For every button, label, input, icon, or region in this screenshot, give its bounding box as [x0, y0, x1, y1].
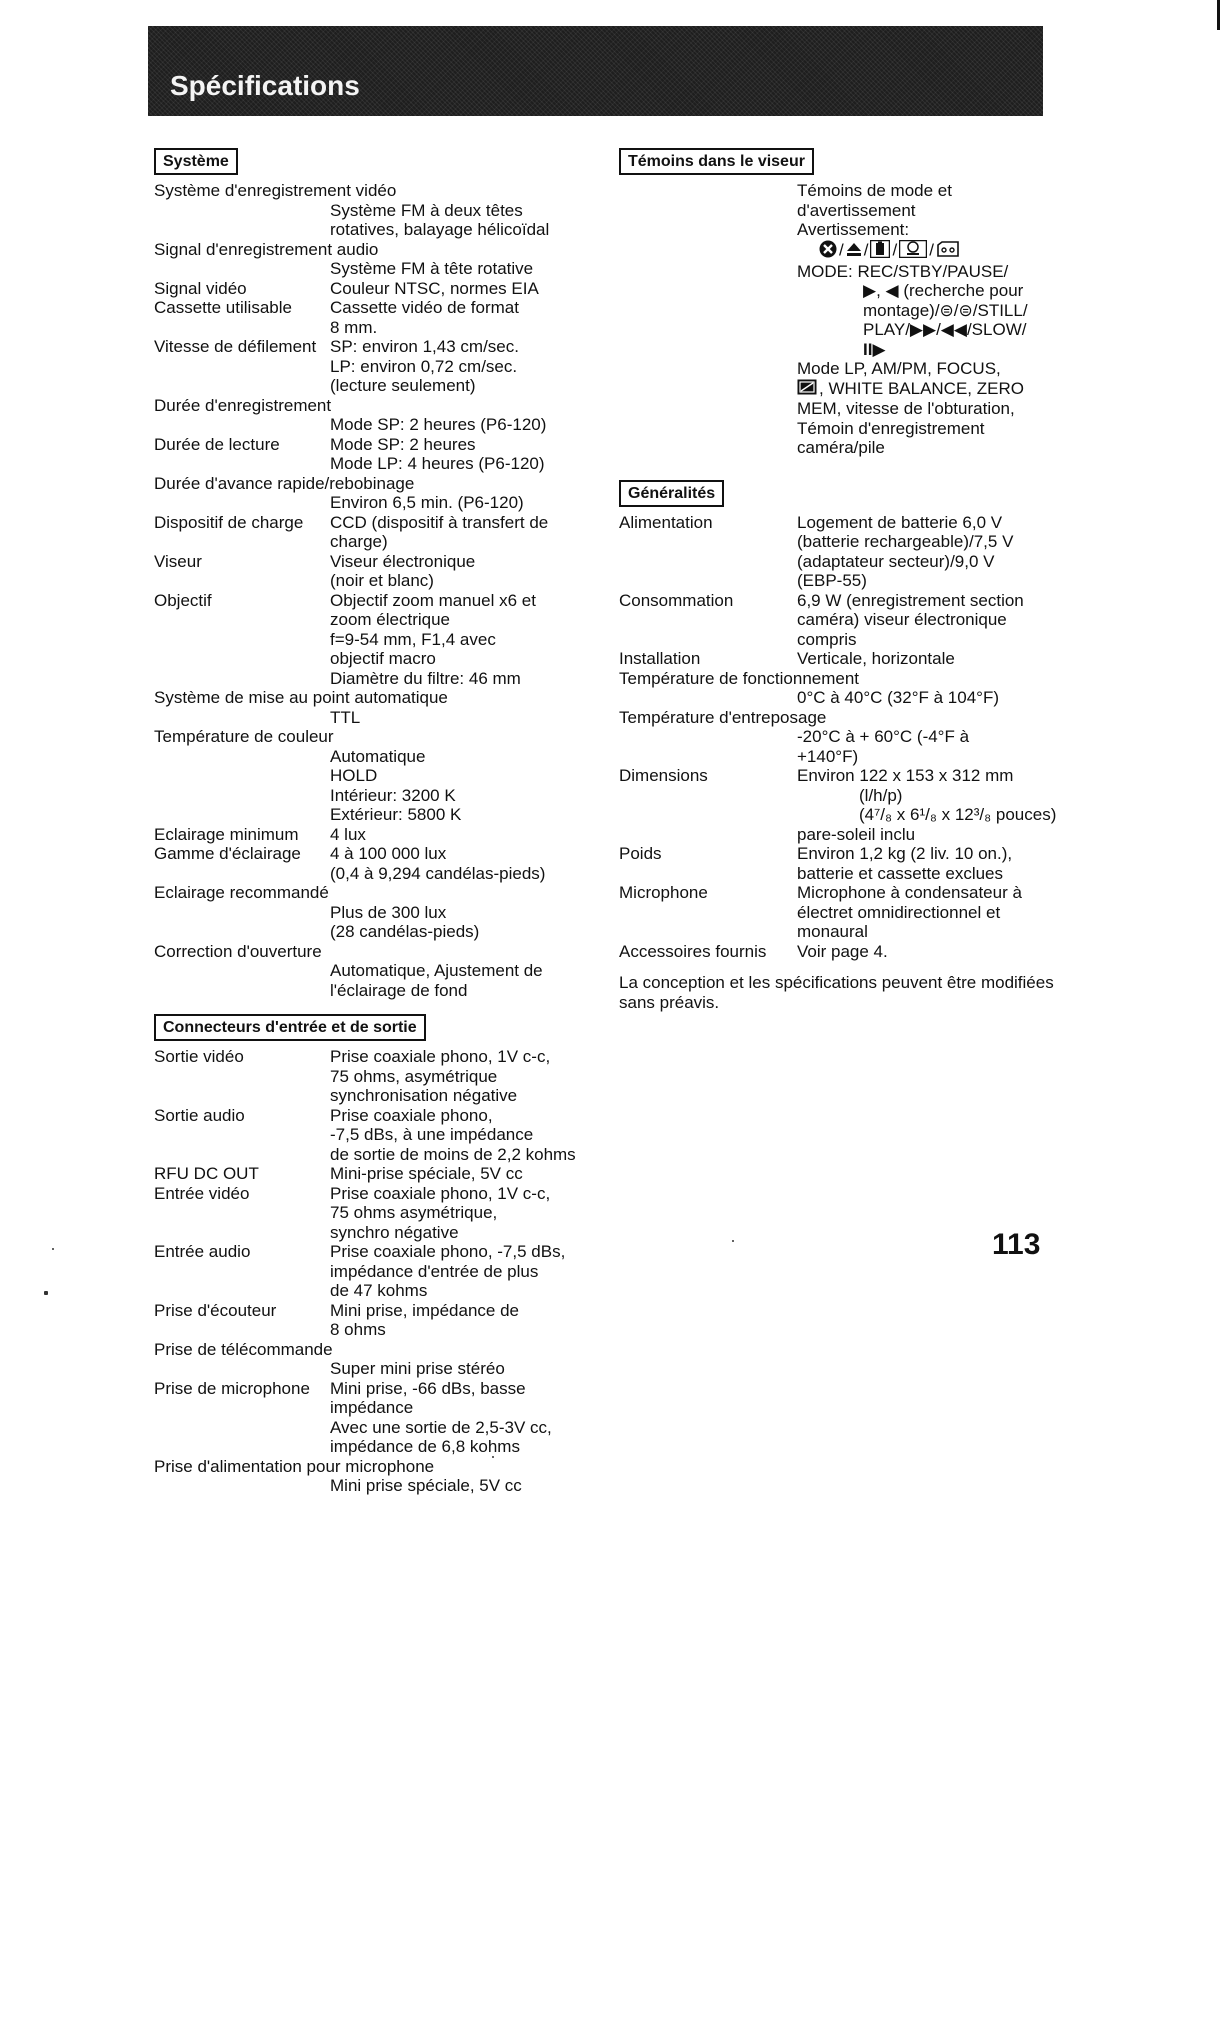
spec-value	[154, 259, 614, 279]
spec-value	[330, 591, 614, 689]
warning-circle-icon	[819, 240, 837, 263]
spec-row	[154, 825, 614, 845]
spec-row	[154, 844, 614, 883]
spec-value	[330, 1184, 614, 1243]
spec-value-line: rotatives, balayage hélicoïdal	[330, 220, 550, 239]
spec-label: Eclairage minimum	[154, 824, 299, 844]
spec-value-line: (28 candélas-pieds)	[330, 922, 480, 941]
spec-value	[154, 1359, 614, 1379]
spec-row	[154, 298, 614, 337]
spec-value	[619, 727, 1079, 766]
spec-value-line: Environ 1,2 kg (2 liv. 10 on.),	[797, 844, 1013, 864]
spec-value	[330, 435, 614, 474]
temoins-intro-2: d'avertissement	[797, 200, 916, 220]
spec-value-line: Automatique	[330, 746, 426, 766]
spec-value	[619, 688, 1079, 708]
spec-value	[330, 1242, 614, 1301]
scan-speck	[732, 1240, 734, 1242]
spec-value	[330, 1106, 614, 1165]
spec-value	[154, 747, 614, 825]
spec-value-line: Voir page 4.	[797, 941, 888, 961]
spec-value-line: 75 ohms, asymétrique	[330, 1066, 498, 1086]
spec-value-line: Mode LP: 4 heures (P6-120)	[330, 454, 545, 473]
tail-line-5: caméra/pile	[797, 438, 885, 458]
spec-value-line: synchro négative	[330, 1222, 459, 1242]
dimensions-line-3: (4⁷/₈ x 6¹/₈ x 12³/₈ pouces)	[859, 805, 1057, 825]
spec-value-line: Logement de batterie 6,0 V	[797, 512, 1003, 532]
spec-label: Consommation	[619, 590, 734, 610]
spec-value-line: Automatique, Ajustement de	[330, 961, 543, 980]
spec-value-line: de 47 kohms	[330, 1281, 428, 1300]
spec-label: Correction d'ouverture	[154, 941, 322, 961]
spec-label: Température de fonctionnement	[619, 668, 860, 688]
spec-value-line: impédance de 6,8 kohms	[330, 1437, 520, 1456]
spec-value	[330, 1301, 614, 1340]
battery-icon	[870, 240, 890, 263]
scan-speck	[492, 1456, 494, 1458]
spec-label: Durée de lecture	[154, 434, 280, 454]
page-edge-mark	[1217, 0, 1220, 30]
spec-value-line: caméra) viseur électronique	[797, 610, 1007, 630]
spec-value-line: SP: environ 1,43 cm/sec.	[330, 337, 519, 356]
spec-value-line: Plus de 300 lux	[330, 902, 447, 922]
spec-value-line: Avec une sortie de 2,5-3V cc,	[330, 1417, 552, 1437]
spec-value-line: -20°C à + 60°C (-4°F à	[797, 727, 970, 747]
tail-line-1: Mode LP, AM/PM, FOCUS,	[797, 359, 1001, 378]
spec-label: Sortie audio	[154, 1105, 245, 1125]
spec-value-line: Objectif zoom manuel x6 et	[330, 590, 536, 610]
spec-value-line: Microphone à condensateur à	[797, 883, 1022, 903]
spec-value-line: électret omnidirectionnel et	[797, 902, 1001, 922]
connecteurs-list	[154, 1047, 614, 1496]
spec-value-line: Prise coaxiale phono, 1V c-c,	[330, 1183, 551, 1203]
spec-row	[154, 1106, 614, 1165]
spec-value	[797, 766, 1079, 844]
spec-row	[154, 1164, 614, 1184]
spec-value-line: (adaptateur secteur)/9,0 V	[797, 551, 995, 571]
spec-value-line: (batterie rechargeable)/7,5 V	[797, 532, 1014, 552]
generalites-list-2	[619, 844, 1079, 961]
dimensions-line-4: pare-soleil inclu	[797, 824, 916, 844]
spec-value-line: Mode SP: 2 heures (P6-120)	[330, 415, 547, 434]
spec-row	[619, 649, 1079, 669]
spec-label: Prise de microphone	[154, 1378, 310, 1398]
dimensions-line-2: (l/h/p)	[859, 785, 903, 805]
right-column	[619, 148, 1079, 1012]
warning-icons-row: / / / /	[797, 240, 1079, 262]
spec-value-line: +140°F)	[797, 746, 859, 766]
spec-value-line: -7,5 dBs, à une impédance	[330, 1125, 534, 1144]
tail-line-3: MEM, vitesse de l'obturation,	[797, 399, 1015, 419]
spec-row	[619, 591, 1079, 650]
spec-label: Durée d'avance rapide/rebobinage	[154, 473, 415, 493]
spec-value	[330, 844, 614, 883]
spec-value-line: Cassette vidéo de format	[330, 298, 519, 317]
spec-label: Vitesse de défilement	[154, 337, 317, 356]
spec-value-line: impédance	[330, 1398, 414, 1417]
spec-value-line: TTL	[330, 707, 361, 727]
spec-value-line: 4 lux	[330, 824, 366, 844]
spec-value	[330, 279, 614, 299]
mode-line-5: II▶	[863, 339, 886, 359]
spec-value	[330, 298, 614, 337]
avertissement-label: Avertissement:	[797, 220, 910, 239]
spec-value	[154, 415, 614, 435]
spec-value-line: de sortie de moins de 2,2 kohms	[330, 1144, 576, 1164]
spec-label: Système de mise au point automatique	[154, 688, 448, 707]
spec-value	[797, 844, 1079, 883]
spec-value-line: 6,9 W (enregistrement section	[797, 590, 1024, 610]
spec-value	[330, 337, 614, 396]
spec-value-line: (lecture seulement)	[330, 376, 476, 395]
spec-value	[154, 903, 614, 942]
spec-value-line: Viseur électronique	[330, 551, 476, 571]
tail-line-2: , WHITE BALANCE, ZERO	[819, 378, 1024, 398]
spec-label: Signal vidéo	[154, 278, 247, 298]
tail-line-4: Témoin d'enregistrement	[797, 418, 985, 438]
spec-value	[797, 513, 1079, 591]
dimensions-line-1: Environ 122 x 153 x 312 mm	[797, 766, 1014, 786]
spec-label: Installation	[619, 649, 701, 669]
spec-value-line: Super mini prise stéréo	[330, 1359, 505, 1378]
spec-row	[154, 1301, 614, 1340]
section-heading-connecteurs: Connecteurs d'entrée et de sortie	[154, 1014, 426, 1041]
spec-value-line: Couleur NTSC, normes EIA	[330, 278, 539, 298]
spec-value	[330, 1379, 614, 1457]
spec-value	[330, 1164, 614, 1184]
spec-value-line: Intérieur: 3200 K	[330, 785, 456, 805]
spec-label: Température d'entreposage	[619, 707, 827, 727]
spec-value-line: 8 mm.	[330, 317, 378, 337]
spec-label: Prise d'écouteur	[154, 1300, 277, 1320]
spec-value-line: 8 ohms	[330, 1320, 386, 1339]
mode-line-4: PLAY/▶▶/◀◀/SLOW/	[863, 320, 1027, 339]
eject-icon	[846, 241, 862, 262]
spec-value-line: f=9-54 mm, F1,4 avec	[330, 629, 496, 649]
spec-value-line: l'éclairage de fond	[330, 980, 468, 1000]
spec-row	[154, 279, 614, 299]
spec-value-line: Diamètre du filtre: 46 mm	[330, 668, 521, 688]
spec-row	[154, 552, 614, 591]
generalites-list	[619, 513, 1079, 767]
spec-row	[154, 591, 614, 689]
spec-value-line: 75 ohms asymétrique,	[330, 1203, 498, 1222]
temoins-block	[619, 181, 1079, 458]
spec-label: Microphone	[619, 883, 708, 903]
title-banner	[148, 26, 1043, 116]
spec-value-line: impédance d'entrée de plus	[330, 1261, 539, 1281]
spec-value-line: Prise coaxiale phono,	[330, 1105, 493, 1125]
spec-value	[330, 825, 614, 845]
spec-value	[154, 1476, 614, 1496]
spec-value-line: Environ 6,5 min. (P6-120)	[330, 493, 524, 512]
section-heading-systeme: Système	[154, 148, 238, 175]
spec-value-line: 4 à 100 000 lux	[330, 844, 447, 863]
mode-line-2: ▶, ◀ (recherche pour	[863, 281, 1024, 300]
spec-value	[797, 591, 1079, 650]
spec-value	[330, 513, 614, 552]
spec-label: Gamme d'éclairage	[154, 844, 301, 863]
spec-value-line: Prise coaxiale phono, -7,5 dBs,	[330, 1242, 566, 1261]
spec-value-line: CCD (dispositif à transfert de	[330, 512, 549, 532]
spec-value-line: compris	[797, 629, 857, 649]
spec-value-line: Mini-prise spéciale, 5V cc	[330, 1164, 523, 1183]
spec-value	[154, 201, 614, 240]
spec-value	[330, 1047, 614, 1106]
spec-row	[154, 1047, 614, 1106]
spec-value-line: LP: environ 0,72 cm/sec.	[330, 356, 518, 376]
section-heading-generalites: Généralités	[619, 480, 724, 507]
section-heading-temoins: Témoins dans le viseur	[619, 148, 814, 175]
spec-row	[154, 1184, 614, 1243]
spec-label: Entrée audio	[154, 1242, 251, 1261]
spec-label: Prise d'alimentation pour microphone	[154, 1456, 435, 1476]
spec-value-line: (EBP-55)	[797, 571, 867, 591]
spec-value-line: Prise coaxiale phono, 1V c-c,	[330, 1047, 551, 1066]
spec-label: RFU DC OUT	[154, 1164, 259, 1183]
spec-label: Système d'enregistrement vidéo	[154, 181, 397, 200]
lamp-icon	[899, 240, 927, 263]
spec-value-line: HOLD	[330, 766, 378, 785]
spec-value	[797, 942, 1079, 962]
spec-row	[619, 513, 1079, 591]
spec-value-line: Mode SP: 2 heures	[330, 434, 476, 454]
spec-value-line: Extérieur: 5800 K	[330, 805, 462, 824]
spec-row	[619, 883, 1079, 942]
spec-value-line: Mini prise spéciale, 5V cc	[330, 1476, 522, 1495]
spec-row	[154, 513, 614, 552]
spec-row	[154, 1379, 614, 1457]
spec-row	[154, 435, 614, 474]
spec-value-line: Mini prise, -66 dBs, basse	[330, 1378, 526, 1398]
spec-value-line: Système FM à tête rotative	[330, 259, 534, 278]
mode-line-3: montage)/⊜/⊜/STILL/	[863, 300, 1028, 320]
cassette-icon	[936, 241, 960, 262]
spec-row	[154, 1242, 614, 1301]
spec-label: Poids	[619, 844, 662, 864]
left-column	[154, 148, 614, 1496]
page-number: 113	[992, 1228, 1041, 1261]
spec-label: Durée d'enregistrement	[154, 395, 332, 415]
spec-label: Dispositif de charge	[154, 512, 304, 532]
fader-icon	[797, 379, 817, 400]
scan-speck	[44, 1291, 48, 1295]
spec-label: Signal d'enregistrement audio	[154, 239, 379, 259]
spec-row-dimensions	[619, 766, 1079, 844]
spec-value-line: (0,4 à 9,294 candélas-pieds)	[330, 863, 546, 883]
spec-label: Température de couleur	[154, 727, 334, 746]
scan-speck	[52, 1248, 54, 1250]
spec-value-line: zoom électrique	[330, 610, 451, 629]
systeme-list	[154, 181, 614, 1000]
spec-value-line: monaural	[797, 922, 868, 942]
spec-label: Prise de télécommande	[154, 1339, 333, 1359]
spec-value-line: synchronisation négative	[330, 1086, 518, 1105]
spec-label: Alimentation	[619, 512, 713, 532]
spec-label: Sortie vidéo	[154, 1047, 244, 1066]
spec-value-line: Mini prise, impédance de	[330, 1300, 519, 1320]
spec-row	[619, 942, 1079, 962]
spec-value	[154, 493, 614, 513]
temoins-intro-1: Témoins de mode et	[797, 181, 952, 200]
spec-row	[154, 337, 614, 396]
spec-value-line: Système FM à deux têtes	[330, 200, 523, 220]
spec-value-line: Verticale, horizontale	[797, 649, 955, 669]
spec-value	[797, 883, 1079, 942]
spec-value	[154, 961, 614, 1000]
tail-line-2-row	[797, 379, 1079, 400]
spec-value-line: charge)	[330, 532, 388, 551]
spec-value-line: batterie et cassette exclues	[797, 863, 1004, 883]
spec-label: Entrée vidéo	[154, 1183, 250, 1203]
spec-value	[330, 552, 614, 591]
page-title: Spécifications	[170, 70, 360, 101]
spec-label: Accessoires fournis	[619, 941, 767, 961]
spec-value	[154, 708, 614, 728]
spec-row	[619, 844, 1079, 883]
spec-label: Cassette utilisable	[154, 298, 292, 317]
spec-value-line: (noir et blanc)	[330, 571, 434, 590]
spec-label: Eclairage recommandé	[154, 883, 329, 902]
spec-label: Objectif	[154, 590, 212, 610]
mode-line-1: MODE: REC/STBY/PAUSE/	[797, 261, 1009, 281]
spec-label: Dimensions	[619, 766, 708, 786]
spec-value-line: 0°C à 40°C (32°F à 104°F)	[797, 688, 999, 708]
spec-label: Viseur	[154, 551, 202, 571]
spec-value	[797, 649, 1079, 669]
spec-value-line: objectif macro	[330, 649, 436, 668]
specs-note: La conception et les spécifications peuvent être modifiées sans préavis.	[619, 973, 1054, 1012]
